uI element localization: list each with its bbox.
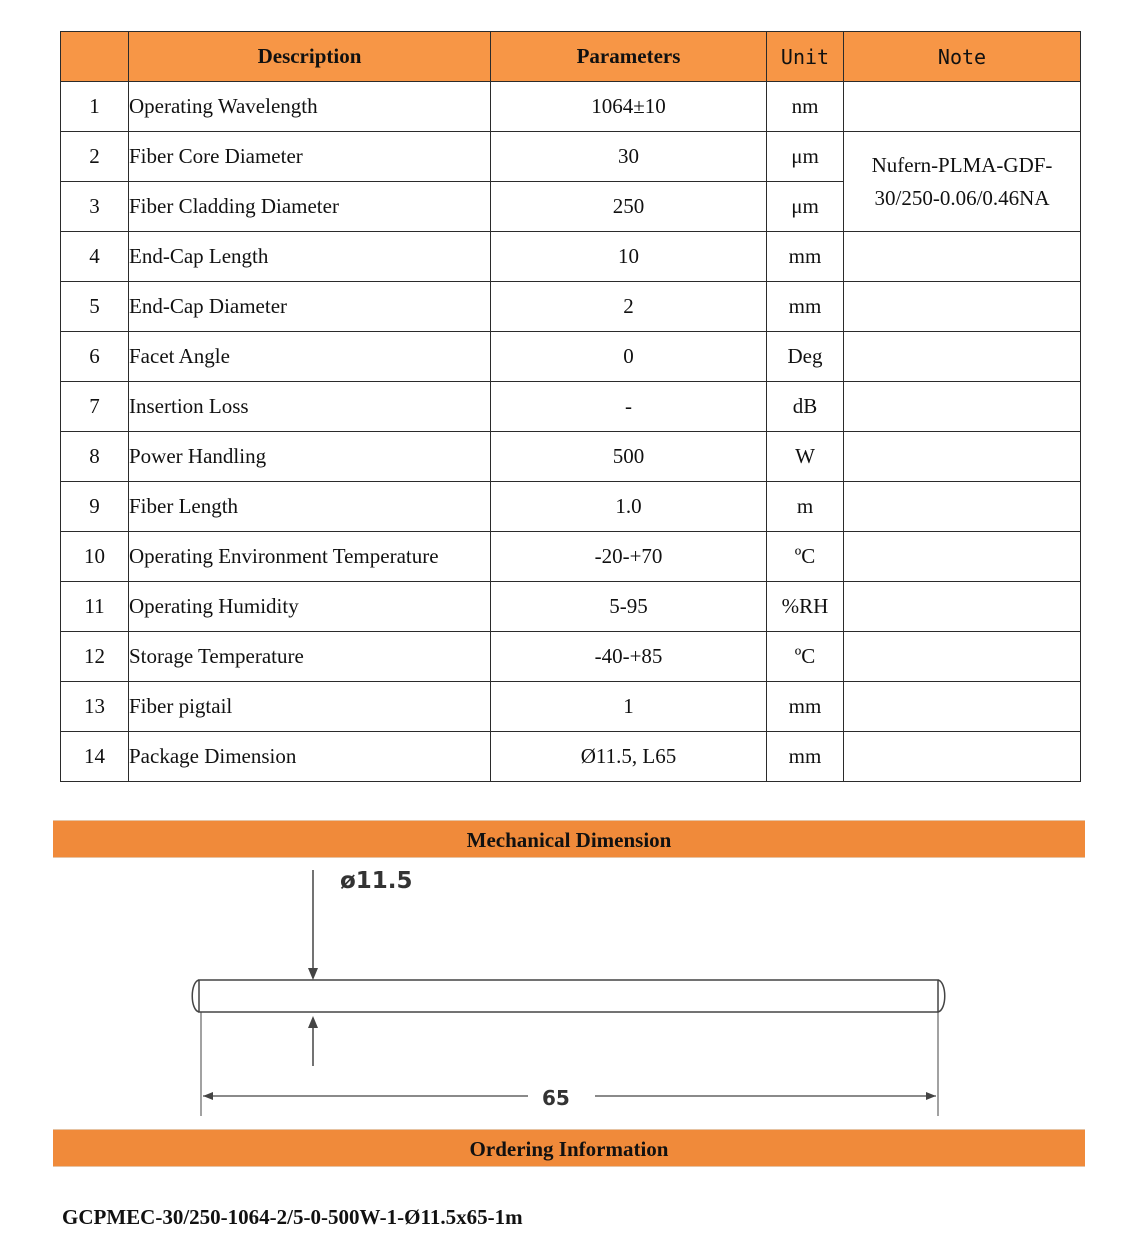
row-note [844,332,1081,382]
row-description: Power Handling [129,432,491,482]
row-parameter: 250 [491,182,767,232]
row-description: Insertion Loss [129,382,491,432]
table-row [61,232,1081,282]
row-number: 8 [61,432,129,482]
row-description: Operating Environment Temperature [129,532,491,582]
row-description: Fiber pigtail [129,682,491,732]
row-unit: nm [767,82,844,132]
row-parameter: - [491,382,767,432]
row-number: 2 [61,132,129,182]
row-unit: W [767,432,844,482]
table-row [61,432,1081,482]
table-header-row [61,32,1081,82]
length-label: 65 [542,1086,570,1110]
row-unit: m [767,482,844,532]
table-row [61,632,1081,682]
table-row [61,132,1081,182]
row-unit: ºC [767,532,844,582]
row-number: 12 [61,632,129,682]
length-arrow-right-head [926,1092,936,1100]
row-unit: μm [767,182,844,232]
spec-table [60,31,1081,782]
row-note [844,282,1081,332]
diameter-arrow-top-head [308,968,318,980]
row-description: Fiber Core Diameter [129,132,491,182]
row-note [844,482,1081,532]
row-unit: Deg [767,332,844,382]
row-description: Package Dimension [129,732,491,782]
diameter-label: ø11.5 [340,868,413,894]
row-unit: mm [767,232,844,282]
table-row [61,682,1081,732]
table-row [61,282,1081,332]
table-row [61,732,1081,782]
header-note: Note [844,32,1081,82]
rod-right-cap [938,980,945,1012]
row-description: Fiber Length [129,482,491,532]
row-parameter: -40-+85 [491,632,767,682]
row-number: 7 [61,382,129,432]
table-row [61,82,1081,132]
row-number: 11 [61,582,129,632]
header-description: Description [129,32,491,82]
table-row [61,482,1081,532]
row-parameter: 1.0 [491,482,767,532]
row-note [844,682,1081,732]
row-number: 10 [61,532,129,582]
row-number: 1 [61,82,129,132]
table-row [61,532,1081,582]
row-number: 4 [61,232,129,282]
row-note [844,82,1081,132]
row-note [844,382,1081,432]
fiber-note-line1: Nufern-PLMA-GDF- [871,152,1053,177]
row-parameter: 5-95 [491,582,767,632]
row-unit: mm [767,682,844,732]
row-description: Fiber Cladding Diameter [129,182,491,232]
row-number: 13 [61,682,129,732]
header-no [61,32,129,82]
row-description: End-Cap Diameter [129,282,491,332]
row-description: End-Cap Length [129,232,491,282]
row-note [844,582,1081,632]
row-unit: dB [767,382,844,432]
row-parameter: Ø11.5, L65 [491,732,767,782]
row-parameter: 0 [491,332,767,382]
row-parameter: 1 [491,682,767,732]
row-unit: mm [767,732,844,782]
table-row [61,332,1081,382]
row-parameter: 1064±10 [491,82,767,132]
row-number: 14 [61,732,129,782]
row-parameter: 500 [491,432,767,482]
row-parameter: 2 [491,282,767,332]
row-note [844,532,1081,582]
mechanical-dimension-heading: Mechanical Dimension [53,820,1085,858]
table-row [61,382,1081,432]
length-arrow-left-head [203,1092,213,1100]
row-unit: %RH [767,582,844,632]
fiber-note-line2: 30/250-0.06/0.46NA [874,185,1050,210]
row-description: Operating Humidity [129,582,491,632]
row-description: Operating Wavelength [129,82,491,132]
ordering-information-heading: Ordering Information [53,1129,1085,1167]
header-unit: Unit [767,32,844,82]
rod-left-cap [192,980,199,1012]
row-description: Storage Temperature [129,632,491,682]
row-parameter: 30 [491,132,767,182]
table-row [61,582,1081,632]
row-note [844,732,1081,782]
row-number: 6 [61,332,129,382]
row-parameter: -20-+70 [491,532,767,582]
row-unit: mm [767,282,844,332]
row-number: 3 [61,182,129,232]
header-parameters: Parameters [491,32,767,82]
row-note [844,432,1081,482]
row-unit: μm [767,132,844,182]
row-number: 9 [61,482,129,532]
row-number: 5 [61,282,129,332]
row-note [844,632,1081,682]
row-description: Facet Angle [129,332,491,382]
row-note [844,232,1081,282]
package-rod [199,980,938,1012]
fiber-type-note [844,132,1081,232]
row-parameter: 10 [491,232,767,282]
row-unit: ºC [767,632,844,682]
ordering-code: GCPMEC-30/250-1064-2/5-0-500W-1-Ø11.5x65-1m [62,1205,523,1229]
diameter-arrow-bottom-head [308,1016,318,1028]
